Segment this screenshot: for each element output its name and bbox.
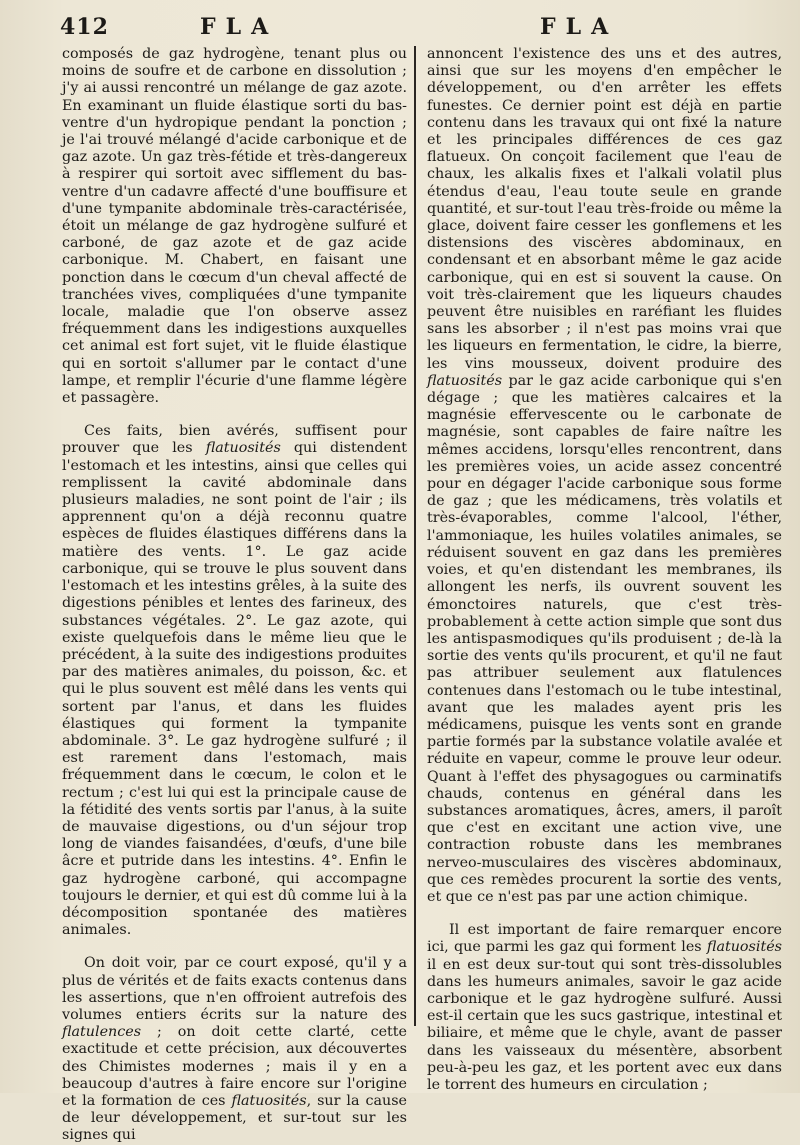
text-run: composés de gaz hydrogène, tenant plus ou moins de soufre et de carbone en dissolution ; j'y ai aussi rencontré un mélange de gaz azote. En examinant un fluide élastique sorti du bas-ventre d'un hydropique pendant la ponction ; je l'ai trouvé mélangé d'acide carbonique et de gaz azote. Un gaz très-fétide et très-dangereux à respirer qui sortoit avec sifflement du bas-ventre d'un cadavre affecté d'une bouffisure et d'une tympanite abdominale très-caractérisée, étoit un mélange de gaz hydrogène sulfuré et carboné, de gaz azote et de gaz acide carbonique. M. Chabert, en faisant une ponction dans le cœcum d'un cheval affecté de tranchées vives, compliquées d'une tympanite locale, maladie que l'on observe assez fréquemment dans les indigestions auxquelles cet animal est fort sujet, vit le fluide élastique qui en sortoit s'allumer par le contact d'une lampe, et remplir l'écurie d'une flamme légère et passagère.: [62, 46, 407, 407]
text-run: ; on doit cette clarté, cette exactitude et cette précision, aux découvertes des Chimistes modernes ; mais il y en a beaucoup d'autres à faire encore sur l'origine et la formation de ces: [62, 1024, 407, 1109]
italic-term: flatulences: [62, 1024, 142, 1041]
text-run: Ces faits, bien avérés, suffisent pour prouver que les: [62, 423, 407, 457]
text-run: , sur la cause de leur développement, et sur-tout sur les signes qui: [62, 1092, 408, 1144]
text-run: On doit voir, par ce court exposé, qu'il y a plus de vérités et de faits exacts contenus dans les assertions, que n'en offroient autrefois des volumes entiers écrits sur la nature des: [62, 955, 407, 1023]
right-column: [427, 46, 782, 1094]
column-divider: [414, 46, 416, 1026]
text-run: par le gaz acide carbonique qui s'en dégage ; que les matières calcaires et la magnésie effervescente ou le carbonate de magnésie, sont capables de faire naître les mêmes accidens, lorsqu'elles rencontrent, dans les premières voies, un acide assez concentré pour en dégager l'acide carbonique sous forme de gaz ; que les médicamens, très volatils et très-évaporables, comme l'alcool, l'éther, l'ammoniaque, les huiles volatiles animales, se réduisent souvent en gaz dans les premières voies, et qu'en distendant les membranes, ils allongent les nerfs, ils ouvrent souvent les émonctoires naturels, que c'est très-probablement à cette action simple que sont dus les antispasmodiques qu'ils produisent ; de-là la sortie des vents qu'ils procurent, et qu'il ne faut pas attribuer seulement aux flatulences contenues dans l'estomach ou le tube intestinal, avant que les malades ayent pris les médicamens, puisque les vents sont en grande partie formés par la substance volatile avalée et réduite en vapeur, comme le prouve leur odeur. Quant à l'effet des physagogues ou carminatifs chauds, contenus en général dans les substances aromatiques, âcres, amers, il paroît que c'est en excitant une action vive, une contraction robuste dans les membranes nerveo-musculaires des viscères abdominaux, que ces remèdes procurent la sortie des vents, et que ce n'est pas par une action chimique.: [427, 372, 782, 905]
paragraph: [62, 955, 407, 1144]
paragraph: [62, 423, 407, 939]
italic-term: flatuosités: [231, 1092, 307, 1109]
italic-term: flatuosités: [205, 440, 281, 457]
left-column: [62, 46, 407, 1145]
text-run: Il est important de faire remarquer encore ici, que parmi les gaz qui forment les: [427, 922, 782, 956]
running-head-left: FLA: [200, 14, 279, 40]
running-head-right: FLA: [540, 14, 619, 40]
text-run: il en est deux sur-tout qui sont très-dissolubles dans les humeurs animales, savoir le gaz acide carbonique et le gaz hydrogène sulfuré. Aussi est-il certain que les sucs gastrique, intestinal et biliaire, et même que le chyle, avant de passer dans les vaisseaux du mésentère, absorbent peu-à-peu les gaz, et les portent avec eux dans le torrent des humeurs en circulation ;: [427, 956, 782, 1093]
paragraph: [427, 922, 782, 1094]
page-header: [0, 10, 800, 40]
page-number: 412: [60, 14, 109, 40]
text-run: annoncent l'existence des uns et des autres, ainsi que sur les moyens d'en empêcher le développement, ou d'en arrêter les effets funestes. Ce dernier point est déjà en partie contenu dans les travaux qui ont fixé la nature et les principales différences de ces gaz flatueux. On conçoit facilement que l'eau de chaux, les alkalis fixes et l'alkali volatil plus étendus d'eau, l'eau toute seule en grande quantité, et sur-tout l'eau très-froide ou même la glace, doivent faire cesser les gonflemens et les distensions des viscères abdominaux, en condensant et en absorbant même le gaz acide carbonique, qui en est si souvent la cause. On voit très-clairement que les liqueurs chaudes peuvent être nuisibles en raréfiant les fluides sans les absorber ; il n'est pas moins vrai que les liqueurs en fermentation, le cidre, la bierre, les vins mousseux, doivent produire des: [427, 46, 782, 372]
paragraph: [62, 46, 407, 407]
paragraph: [427, 46, 782, 906]
text-run: qui distendent l'estomach et les intestins, ainsi que celles qui remplissent la cavité abdominale dans plusieurs maladies, ne sont point de l'air ; ils apprennent qu'on a déjà reconnu quatre espèces de fluides élastiques différens dans la matière des vents. 1°. Le gaz acide carbonique, qui se trouve le plus souvent dans l'estomach et les intestins grêles, à la suite des digestions pénibles et lentes des farineux, des substances végétales. 2°. Le gaz azote, qui existe quelquefois dans le même lieu que le précédent, à la suite des indigestions produites par des matières animales, du poisson, &c. et qui le plus souvent est mêlé dans les vents qui sortent par l'anus, et dans les fluides élastiques qui forment la tympanite abdominale. 3°. Le gaz hydrogène sulfuré ; il est rarement dans l'estomach, mais fréquemment dans le cœcum, le colon et le rectum ; c'est lui qui est la principale cause de la fétidité des vents sortis par l'anus, à la suite de mauvaise digestions, ou d'un séjour trop long de viandes faisandées, d'œufs, d'une bile âcre et putride dans les intestins. 4°. Enfin le gaz hydrogène carboné, qui accompagne toujours le dernier, et qui est dû comme lui à la décomposition spontanée des matières animales.: [62, 440, 407, 939]
italic-term: flatuosités: [427, 372, 503, 389]
italic-term: flatuosités: [706, 939, 782, 956]
